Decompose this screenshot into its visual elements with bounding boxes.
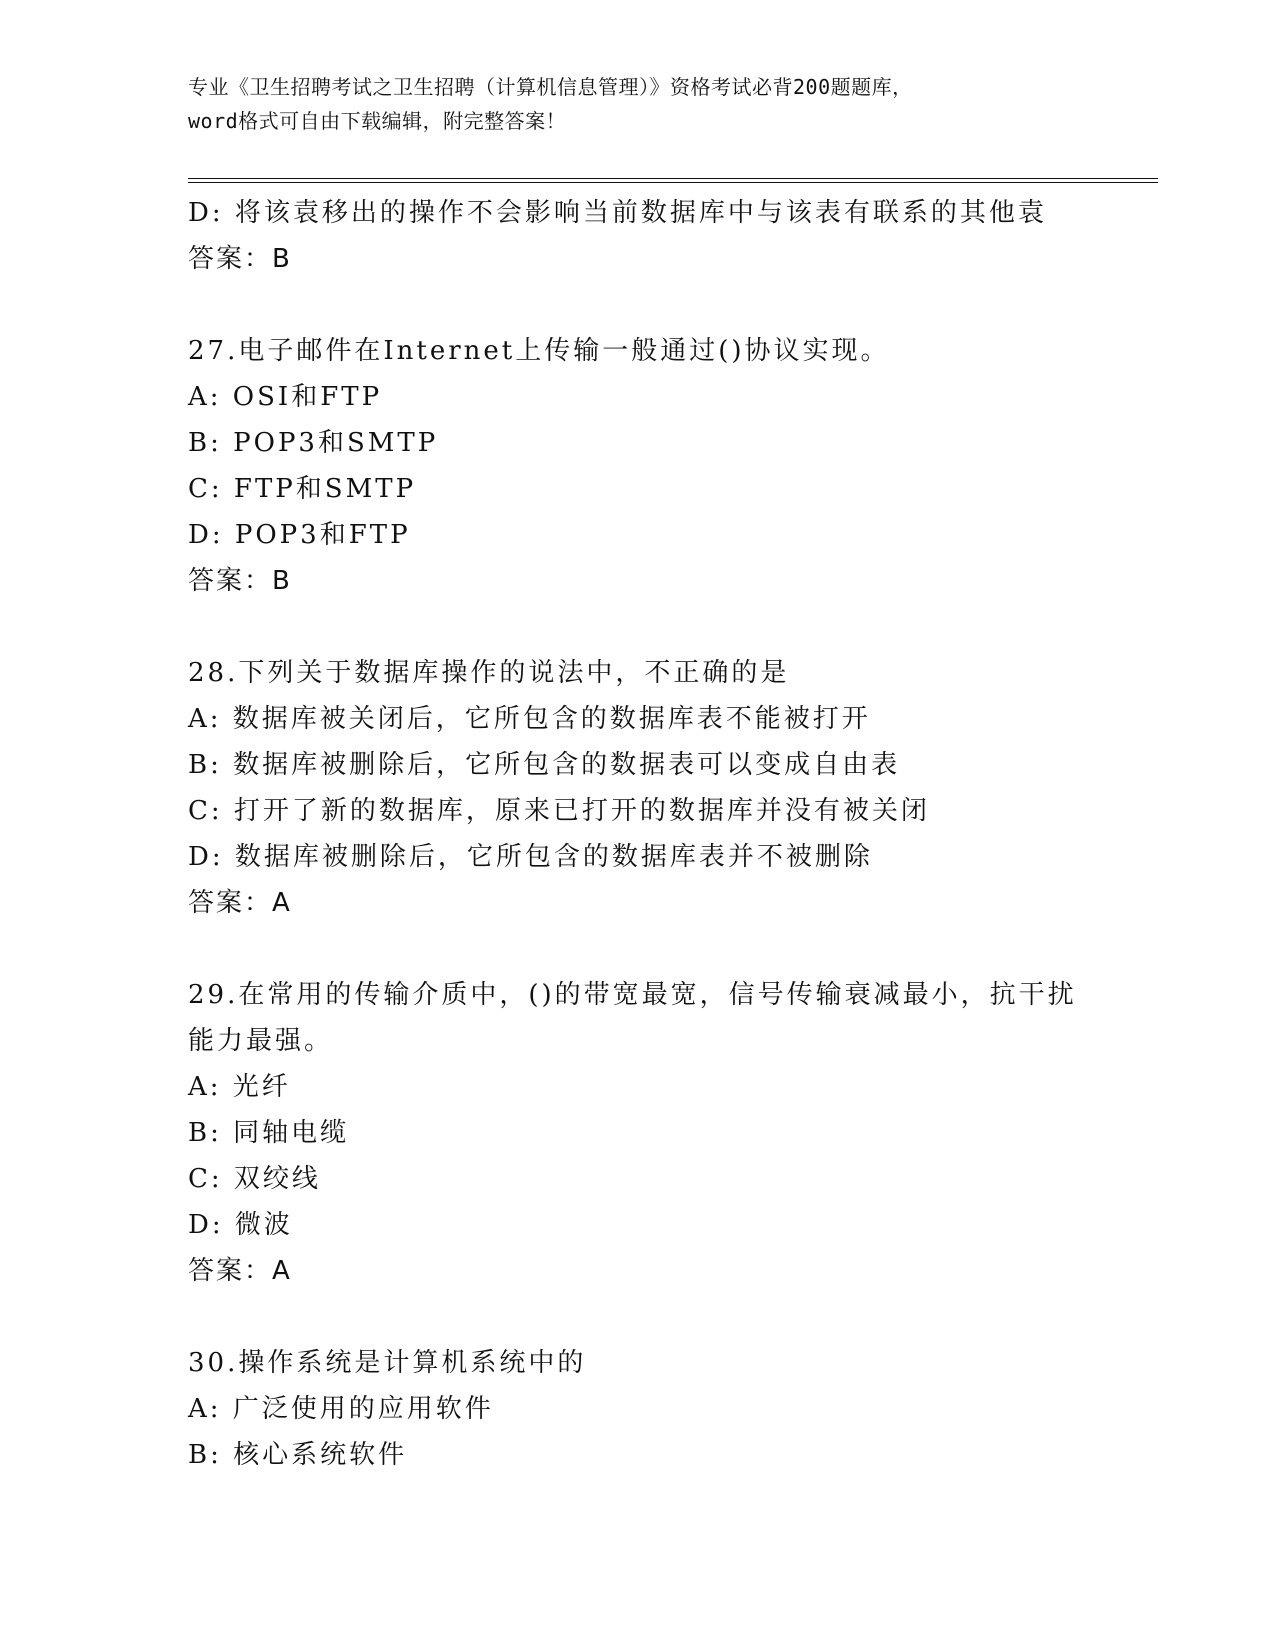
option-c: C: 双绞线 [188,1164,321,1194]
spacer [188,1294,1108,1340]
spacer [188,926,1108,972]
question-list [188,190,1108,1478]
spacer [188,604,1108,650]
option-d: D: 微波 [188,1210,293,1240]
option-b: B: 核心系统软件 [188,1440,408,1470]
option-d: D: POP3和FTP [188,520,411,550]
header-title-line-2: word格式可自由下载编辑，附完整答案！ [188,109,567,133]
answer-line: 答案：A [188,1256,292,1286]
header-divider [188,178,1158,183]
option-b: B: 数据库被删除后，它所包含的数据表可以变成自由表 [188,750,901,780]
option-b: B: 同轴电缆 [188,1118,350,1148]
question-28 [188,650,1108,926]
option-b: B: POP3和SMTP [188,428,439,458]
question-text-line-2: 能力最强。 [188,1026,334,1056]
question-text: 28.下列关于数据库操作的说法中，不正确的是 [188,658,790,688]
option-a: A: OSI和FTP [188,382,383,412]
answer-line: 答案：B [188,566,292,596]
question-text: 30.操作系统是计算机系统中的 [188,1348,587,1378]
header-title-line-1: 专业《卫生招聘考试之卫生招聘（计算机信息管理）》资格考试必背200题题库， [188,75,913,99]
answer-line: 答案：A [188,888,292,918]
spacer [188,282,1108,328]
option-d: D: 将该袁移出的操作不会影响当前数据库中与该表有联系的其他袁 [188,198,1047,228]
question-text: 27.电子邮件在Internet上传输一般通过()协议实现。 [188,336,890,366]
option-c: C: FTP和SMTP [188,474,417,504]
option-d: D: 数据库被删除后，它所包含的数据库表并不被删除 [188,842,873,872]
option-a: A: 广泛使用的应用软件 [188,1394,494,1424]
option-a: A: 光纤 [188,1072,291,1102]
question-29 [188,972,1108,1294]
question-text-line-1: 29.在常用的传输介质中，()的带宽最宽，信号传输衰减最小，抗干扰 [188,980,1077,1010]
option-a: A: 数据库被关闭后，它所包含的数据库表不能被打开 [188,704,871,734]
question-27 [188,328,1108,604]
option-c: C: 打开了新的数据库，原来已打开的数据库并没有被关闭 [188,796,930,826]
answer-line: 答案：B [188,244,292,274]
document-header [188,70,1088,138]
question-30 [188,1340,1108,1478]
